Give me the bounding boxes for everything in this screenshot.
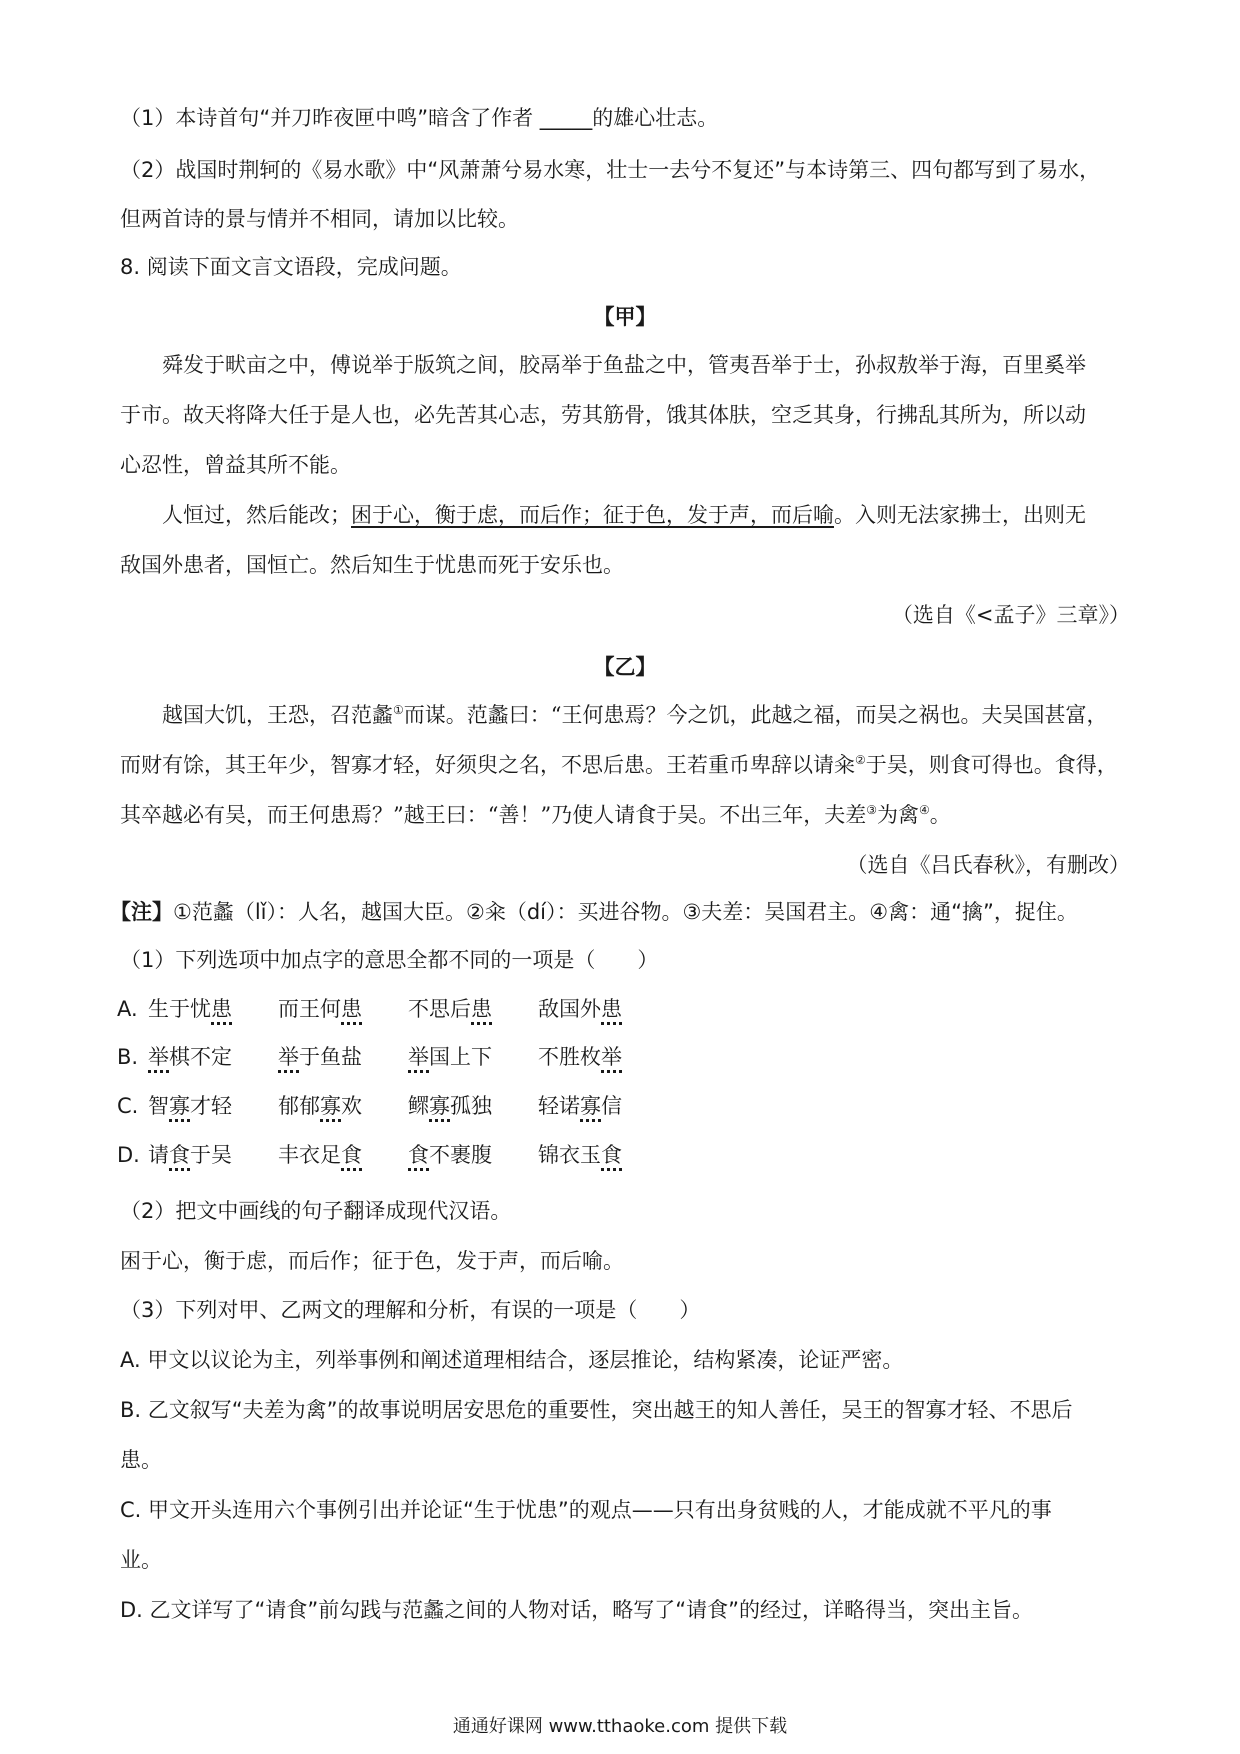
q8-sub3-option-a: A. 甲文以议论为主，列举事例和阐述道理相结合，逐层推论，结构紧凑，论证严密。 (120, 1348, 904, 1372)
option-word (408, 1091, 492, 1121)
dotted-character: 食 (169, 1143, 190, 1167)
note-ref-2: ② (855, 753, 866, 767)
notes (110, 897, 1130, 927)
option-word (538, 1140, 622, 1170)
notes-label: 【注】 (110, 900, 173, 924)
q8-sub3-option-b-line2: 患。 (120, 1448, 162, 1472)
footer-source: 通通好课网 www.tthaoke.com 提供下载 (452, 1716, 788, 1737)
word-suffix: 于吴 (190, 1143, 232, 1167)
option-word (408, 1140, 492, 1170)
jia-p2-text-a: 人恒过，然后能改； (162, 503, 351, 527)
option-word (148, 1042, 232, 1072)
q7-sub2-line1: （2）战国时荆轲的《易水歌》中“风萧萧兮易水寒，壮士一去兮不复还”与本诗第三、四句都写到了易水， (120, 158, 1101, 182)
yi-line3-a: 其卒越必有吴，而王何患焉？”越王曰：“善！”乃使人请食于吴。不出三年，夫差 (120, 803, 867, 827)
dotted-character: 寡 (429, 1094, 450, 1118)
option-word (278, 1091, 362, 1121)
option-word (538, 1042, 622, 1072)
option-word (278, 1042, 362, 1072)
dotted-character: 举 (278, 1045, 299, 1069)
word-suffix: 孤独 (450, 1094, 492, 1118)
word-prefix: 智 (148, 1094, 169, 1118)
q7-sub2-line2: 但两首诗的景与情并不相同，请加以比较。 (120, 207, 519, 231)
word-prefix: 敌国外 (538, 997, 601, 1021)
word-prefix: 请 (148, 1143, 169, 1167)
jia-p2-line1 (162, 500, 1130, 530)
dotted-character: 患 (341, 997, 362, 1021)
q8-sub2-sentence: 困于心，衡于虑，而后作；征于色，发于声，而后喻。 (120, 1249, 624, 1273)
word-suffix: 棋不定 (169, 1045, 232, 1069)
word-prefix: 不胜枚 (538, 1045, 601, 1069)
jia-heading: 【甲】 (593, 305, 657, 329)
note-ref-1: ① (393, 703, 404, 717)
notes-text: ①范蠡（lǐ）：人名，越国大臣。②籴（dí）：买进谷物。③夫差：吴国君主。④禽：通“擒”，捉住。 (173, 900, 1078, 924)
option-label: A. (117, 997, 138, 1021)
word-suffix: 国上下 (429, 1045, 492, 1069)
dotted-character: 食 (601, 1143, 622, 1167)
option-word (408, 994, 492, 1024)
yi-heading: 【乙】 (593, 655, 657, 679)
word-prefix: 不思后 (408, 997, 471, 1021)
dotted-character: 举 (148, 1045, 169, 1069)
word-prefix: 轻诺 (538, 1094, 580, 1118)
q8-sub3-option-d: D. 乙文详写了“请食”前勾践与范蠡之间的人物对话，略写了“请食”的经过，详略得当，突出主旨。 (120, 1598, 1034, 1622)
q8-sub3-option-b-line1: B. 乙文叙写“夫差为禽”的故事说明居安思危的重要性，突出越王的知人善任，吴王的智寡才轻、不思后 (120, 1398, 1073, 1422)
option-label: D. (117, 1143, 140, 1167)
jia-p1-line2: 于市。故天将降大任于是人也，必先苦其心志，劳其筋骨，饿其体肤，空乏其身，行拂乱其所为，所以动 (120, 403, 1086, 427)
word-suffix: 于鱼盐 (299, 1045, 362, 1069)
option-label: C. (117, 1094, 139, 1118)
option-word (408, 1042, 492, 1072)
q8-sub2: （2）把文中画线的句子翻译成现代汉语。 (120, 1199, 512, 1223)
q8-sub1: （1）下列选项中加点字的意思全都不同的一项是（ ） (120, 948, 659, 972)
jia-p1-line3: 心忍性，曾益其所不能。 (120, 453, 351, 477)
yi-line3-b: 为禽 (876, 803, 919, 827)
jia-source: （选自《<孟子》三章》） (891, 603, 1130, 627)
dotted-character: 寡 (320, 1094, 341, 1118)
dotted-character: 患 (471, 997, 492, 1021)
q7-sub1: （1）本诗首句“并刀昨夜匣中鸣”暗含了作者 _____的雄心壮志。 (120, 106, 719, 130)
word-suffix: 信 (601, 1094, 622, 1118)
word-prefix: 郁郁 (278, 1094, 320, 1118)
option-word (278, 994, 362, 1024)
word-suffix: 不裹腹 (429, 1143, 492, 1167)
yi-line2-b: 于吴，则食可得也。食得， (865, 753, 1118, 777)
option-word (538, 1091, 622, 1121)
option-word (148, 994, 232, 1024)
jia-p1-line1: 舜发于畎亩之中，傅说举于版筑之间，胶鬲举于鱼盐之中，管夷吾举于士，孙叔敖举于海，百里奚举 (162, 353, 1086, 377)
option-word (278, 1140, 362, 1170)
word-prefix: 丰衣足 (278, 1143, 341, 1167)
word-prefix: 生于忧 (148, 997, 211, 1021)
q8-prompt: 8. 阅读下面文言文语段，完成问题。 (120, 255, 462, 279)
word-suffix: 欢 (341, 1094, 362, 1118)
word-prefix: 鳏 (408, 1094, 429, 1118)
option-word (148, 1091, 232, 1121)
word-suffix: 才轻 (190, 1094, 232, 1118)
jia-p2-text-b: 。入则无法家拂士，出则无 (834, 503, 1086, 527)
yi-line1-a: 越国大饥，王恐，召范蠡 (162, 703, 393, 727)
q8-sub3-option-c-line1: C. 甲文开头连用六个事例引出并论证“生于忧患”的观点——只有出身贫贱的人，才能成就不平凡的事 (120, 1498, 1052, 1522)
note-ref-3: ③ (866, 803, 877, 817)
dotted-character: 寡 (169, 1094, 190, 1118)
dotted-character: 患 (601, 997, 622, 1021)
q8-sub3-option-c-line2: 业。 (120, 1548, 162, 1572)
yi-line3-c: 。 (929, 803, 951, 827)
option-label: B. (117, 1045, 139, 1069)
yi-line2 (120, 750, 1130, 780)
jia-p2-line2: 敌国外患者，国恒亡。然后知生于忧患而死于安乐也。 (120, 553, 624, 577)
option-word (538, 994, 622, 1024)
note-ref-4: ④ (918, 803, 930, 817)
dotted-character: 寡 (580, 1094, 601, 1118)
yi-line2-a: 而财有馀，其王年少，智寡才轻，好须臾之名，不思后患。王若重币卑辞以请籴 (120, 753, 855, 777)
q8-sub3: （3）下列对甲、乙两文的理解和分析，有误的一项是（ ） (120, 1298, 701, 1322)
underlined-sentence: 困于心，衡于虑，而后作；征于色，发于声，而后喻 (351, 503, 834, 527)
dotted-character: 举 (601, 1045, 622, 1069)
word-prefix: 锦衣玉 (538, 1143, 601, 1167)
dotted-character: 患 (211, 997, 232, 1021)
yi-source: （选自《吕氏春秋》，有删改） (846, 853, 1130, 877)
yi-line3 (120, 800, 1130, 830)
yi-line1 (162, 700, 1130, 730)
yi-line1-b: 而谋。范蠡曰：“王何患焉？今之饥，此越之福，而吴之祸也。夫吴国甚富， (403, 703, 1108, 727)
word-prefix: 而王何 (278, 997, 341, 1021)
option-word (148, 1140, 232, 1170)
dotted-character: 食 (341, 1143, 362, 1167)
dotted-character: 食 (408, 1143, 429, 1167)
dotted-character: 举 (408, 1045, 429, 1069)
